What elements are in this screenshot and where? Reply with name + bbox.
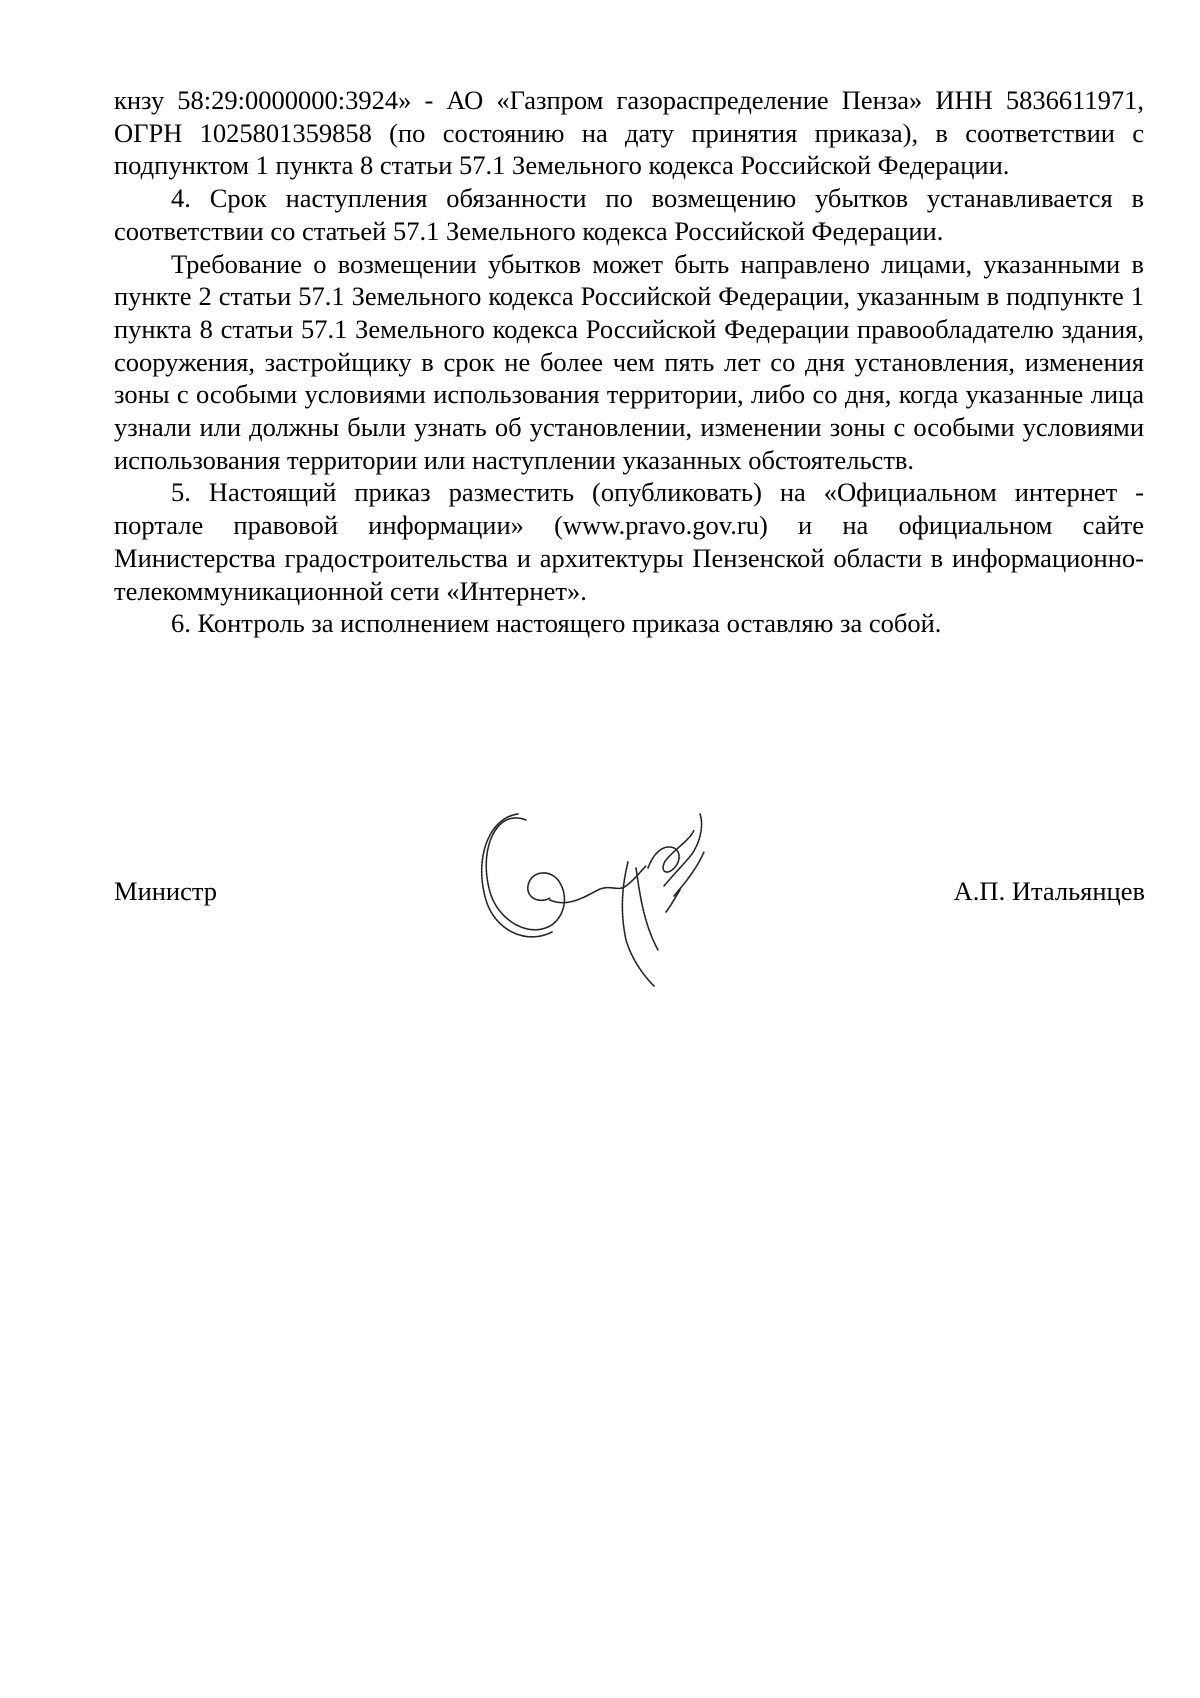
handwritten-signature — [468, 800, 738, 990]
document-body — [114, 84, 1144, 640]
paragraph-item-6: 6. Контроль за исполнением настоящего приказа оставляю за собой. — [171, 608, 942, 639]
paragraph-continuation: кнзу 58:29:0000000:3924» - АО «Газпром газораспределение Пенза» ИНН 5836611971, ОГРН 1025801359858 (по состоянию на дату принятия приказа), в соответствии с подпунктом 1 пункта 8 статьи 57.1 Земельного кодекса Российской Федерации. — [114, 85, 1144, 181]
paragraph-damages-claim: Требование о возмещении убытков может быть направлено лицами, указанными в пункте 2 статьи 57.1 Земельного кодекса Российской Федерации, указанным в подпункте 1 пункта 8 статьи 57.1 Земельного кодекса Российской Федерации правообладателю здания, сооружения, застройщику в срок не более чем пять лет со дня установления, изменения зоны с особыми условиями использования территории, либо со дня, когда указанные лица узнали или должны были узнать об установлении, изменении зоны с особыми условиями использования территории или наступлении указанных обстоятельств. — [114, 248, 1144, 475]
signatory-name: А.П. Итальянцев — [953, 876, 1145, 906]
paragraph-item-5: 5. Настоящий приказ разместить (опубликовать) на «Официальном интернет - портале правовой информации» (www.pravo.gov.ru) и на официальном сайте Министерства градостроительства и архитектуры Пензенской области в информационно-телекоммуникационной сети «Интернет». — [114, 477, 1144, 606]
paragraph-item-4: 4. Срок наступления обязанности по возмещению убытков устанавливается в соответствии со статьей 57.1 Земельного кодекса Российской Федерации. — [114, 183, 1144, 246]
signatory-title: Министр — [114, 876, 218, 906]
